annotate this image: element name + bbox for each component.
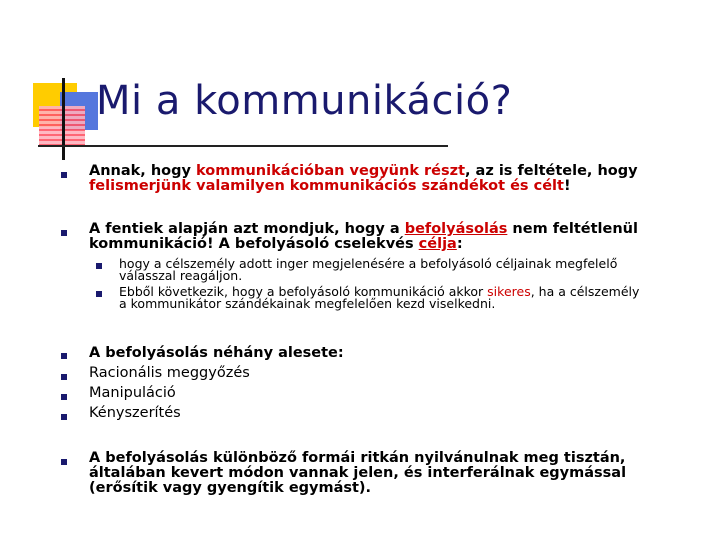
text: nem feltétlenül <box>507 221 638 237</box>
text: Ebből következik, hogy a befolyásoló kommunikáció akkor <box>119 284 488 299</box>
text: Annak, hogy <box>89 163 197 179</box>
decor-vertical-line <box>62 78 65 160</box>
highlight-text: befolyásolás <box>404 221 508 237</box>
bullet-7-text <box>89 451 689 496</box>
bullet-icon <box>61 394 67 400</box>
slide-title: Mi a kommunikáció? <box>96 78 513 124</box>
text: hogy a célszemély adott inger megjelenésére a befolyásoló céljainak megfelelő <box>119 256 618 271</box>
sub-bullet-icon <box>96 291 102 297</box>
bullet-icon <box>61 172 67 178</box>
bullet-1-text <box>89 164 689 194</box>
decor-horizontal-line <box>38 145 448 147</box>
highlight-text: kommunikációban vegyünk részt <box>196 163 465 179</box>
text: általában kevert módon vannak jelen, és interferálnak egymással <box>89 465 627 481</box>
bullet-4-text: Racionális meggyőzés <box>89 365 250 381</box>
bullet-icon <box>61 459 67 465</box>
sub-bullet-1-text <box>119 258 689 282</box>
text: , ha a célszemély <box>530 284 640 299</box>
highlight-text: sikeres <box>487 284 531 299</box>
text: , az is feltétele, hogy <box>465 163 638 179</box>
text: a kommunikátor szándékainak megfelelően kezd viselkedni. <box>119 296 496 311</box>
bullet-3-text: A befolyásolás néhány alesete: <box>89 345 344 361</box>
highlight-text: felismerjünk valamilyen kommunikációs szándékot és célt <box>89 178 564 194</box>
text: (erősítik vagy gyengítik egymást). <box>89 480 372 496</box>
bullet-icon <box>61 230 67 236</box>
text: A befolyásolás különböző formái ritkán nyilvánulnak meg tisztán, <box>89 450 626 466</box>
sub-bullet-2-text <box>119 286 689 310</box>
text: : <box>456 236 463 252</box>
bullet-5-text: Manipuláció <box>89 385 176 401</box>
text: kommunikáció! A befolyásoló cselekvés <box>89 236 419 252</box>
bullet-icon <box>61 374 67 380</box>
bullet-icon <box>61 414 67 420</box>
bullet-icon <box>61 353 67 359</box>
text: ! <box>563 178 571 194</box>
text: válasszal reagáljon. <box>119 268 243 283</box>
highlight-text: célja <box>418 236 457 252</box>
text: A fentiek alapján azt mondjuk, hogy a <box>89 221 405 237</box>
sub-bullet-icon <box>96 263 102 269</box>
bullet-6-text: Kényszerítés <box>89 405 181 421</box>
bullet-2-text <box>89 222 689 252</box>
